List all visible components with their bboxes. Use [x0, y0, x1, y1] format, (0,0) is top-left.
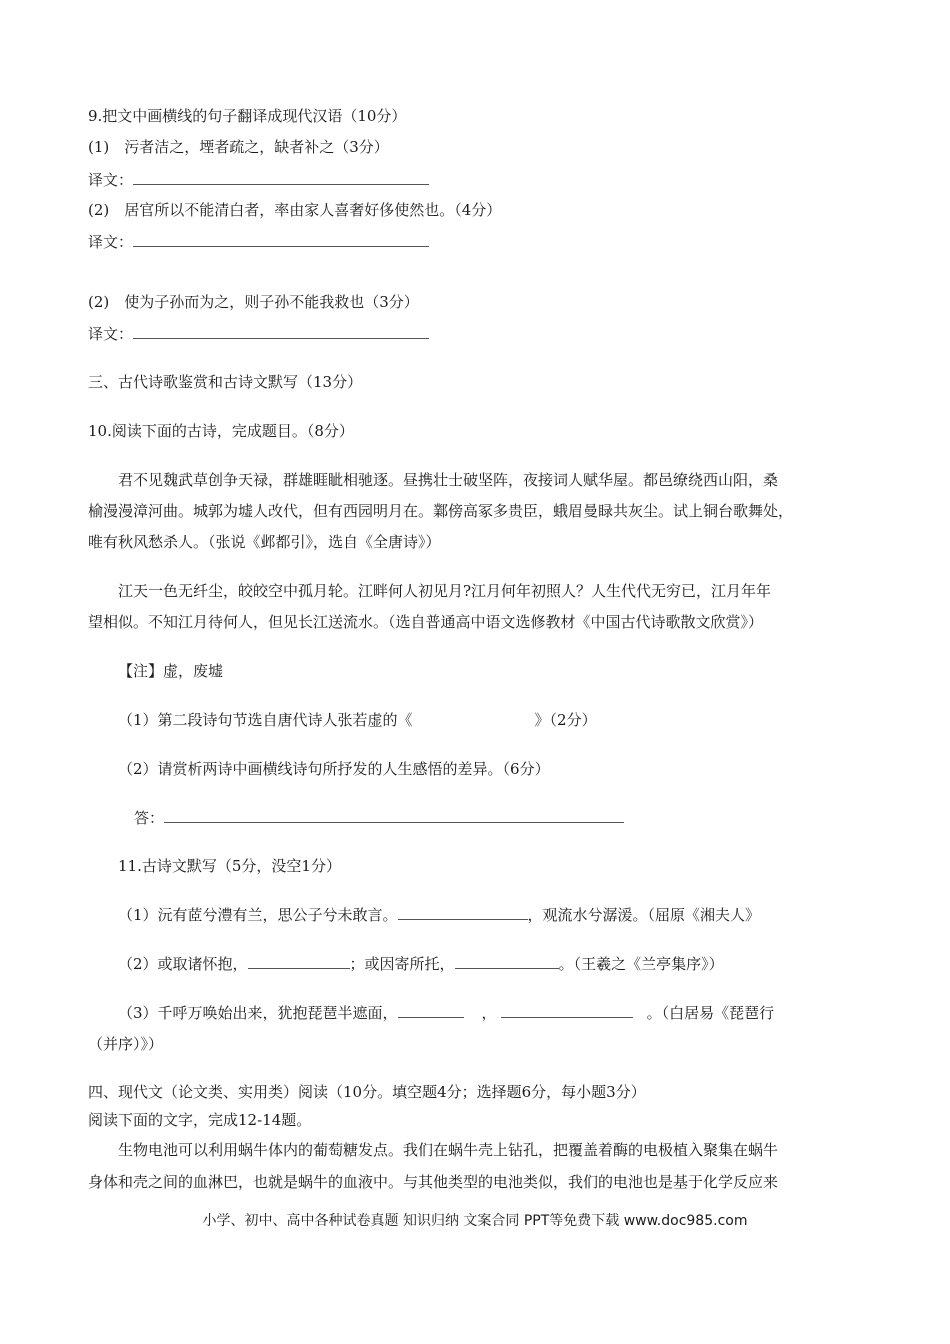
- q9-item-3: (2) 使为子孙而为之，则子孙不能我救也（3分）: [88, 293, 419, 311]
- q9-title: 9.把文中画横线的句子翻译成现代汉语（10分）: [88, 107, 407, 125]
- q10-sub-1-score: 》（2分）: [534, 711, 597, 729]
- passage-line: 生物电池可以利用蜗牛体内的葡萄糖发点。我们在蜗牛壳上钻孔，把覆盖着酶的电极植入聚集在蜗牛: [118, 1141, 779, 1159]
- q11-line-2-text: （2）或取诸怀抱，: [118, 955, 248, 973]
- answer-blank[interactable]: [164, 808, 624, 823]
- answer-label: 译文：: [88, 233, 134, 251]
- section-4-heading: 四、现代文（论文类、实用类）阅读（10分。填空题4分；选择题6分，每小题3分）: [88, 1083, 646, 1101]
- poem-1-line: 榆漫漫漳河曲。城郭为墟人改代，但有西园明月在。鄴傍高冢多贵臣，蛾眉曼睩共灰尘。试上铜台歌舞处，: [88, 502, 794, 520]
- poem-2-line: 望相似。不知江月待何人，但见长江送流水。（选自普通高中语文选修教材《中国古代诗歌散文欣赏》）: [88, 613, 764, 631]
- page-footer: 小学、初中、高中各种试卷真题 知识归纳 文案合同 PPT等免费下载 www.doc985.com: [202, 1213, 748, 1229]
- passage-line: 身体和壳之间的血淋巴，也就是蜗牛的血液中。与其他类型的电池类似，我们的电池也是基于化学反应来: [88, 1173, 779, 1191]
- q11-line-3-text-end: 。（白居易《琵琶行: [646, 1004, 775, 1022]
- poem-1-line: 唯有秋风愁杀人。（张说《邺都引》，选自《全唐诗》）: [88, 533, 441, 551]
- q10-sub-2: （2）请赏析两诗中画横线诗句所抒发的人生感悟的差异。（6分）: [118, 760, 550, 778]
- answer-label: 译文：: [88, 171, 134, 189]
- answer-blank[interactable]: [398, 1003, 464, 1018]
- q9-answer-line-1: [88, 170, 429, 190]
- q10-answer-line: [134, 808, 624, 828]
- q11-line-1: [118, 905, 760, 925]
- q10-title: 10.阅读下面的古诗，完成题目。（8分）: [88, 422, 354, 440]
- poem-2-line: 江天一色无纤尘，皎皎空中孤月轮。江畔何人初见月?江月何年初照人？人生代代无穷已，江月年年: [118, 582, 772, 600]
- poem-1-line: 君不见魏武草创争天禄，群雄睚眦相驰逐。昼携壮士破坚阵，夜接词人赋华屋。都邑缭绕西山阳，桑: [118, 471, 779, 489]
- answer-blank[interactable]: [133, 324, 429, 339]
- answer-blank[interactable]: [398, 905, 528, 920]
- answer-blank[interactable]: [455, 954, 559, 969]
- q11-line-1-text: （1）沅有茝兮澧有兰，思公子兮未敢言。: [118, 906, 398, 924]
- q10-sub-1-text: （1）第二段诗句节选自唐代诗人张若虚的《: [118, 711, 413, 729]
- note: 【注】虚，废墟: [118, 662, 224, 680]
- q11-line-1-text-end: ，观流水兮潺湲。（屈原《湘夫人》: [527, 906, 761, 924]
- answer-blank[interactable]: [501, 1003, 633, 1018]
- answer-label: 译文：: [88, 325, 134, 343]
- answer-blank[interactable]: [248, 954, 350, 969]
- answer-label: 答：: [134, 809, 165, 827]
- answer-blank[interactable]: [133, 170, 429, 185]
- q11-line-3-cont: （并序）》）: [88, 1035, 164, 1053]
- q11-line-3: [118, 1003, 774, 1023]
- answer-blank[interactable]: [133, 232, 429, 247]
- q11-line-2-text-mid: ；或因寄所托，: [349, 955, 455, 973]
- q10-sub-1: [118, 710, 597, 730]
- section-4-instruction: 阅读下面的文字，完成12-14题。: [88, 1111, 312, 1129]
- q11-line-2: [118, 954, 724, 974]
- q9-answer-line-2: [88, 232, 429, 252]
- q9-answer-line-3: [88, 324, 429, 344]
- q11-line-3-comma: ，: [481, 1004, 497, 1022]
- q9-item-1: (1) 污者洁之，堙者疏之，缺者补之（3分）: [88, 138, 389, 156]
- section-3-heading: 三、古代诗歌鉴赏和古诗文默写（13分）: [88, 373, 363, 391]
- q11-title: 11.古诗文默写（5分，没空1分）: [118, 857, 341, 875]
- q11-line-3-text: （3）千呼万唤始出来，犹抱琵琶半遮面，: [118, 1004, 398, 1022]
- q11-line-2-text-end: 。（王羲之《兰亭集序》）: [558, 955, 724, 973]
- q9-item-2: (2) 居官所以不能清白者，率由家人喜奢好侈使然也。（4分）: [88, 201, 502, 219]
